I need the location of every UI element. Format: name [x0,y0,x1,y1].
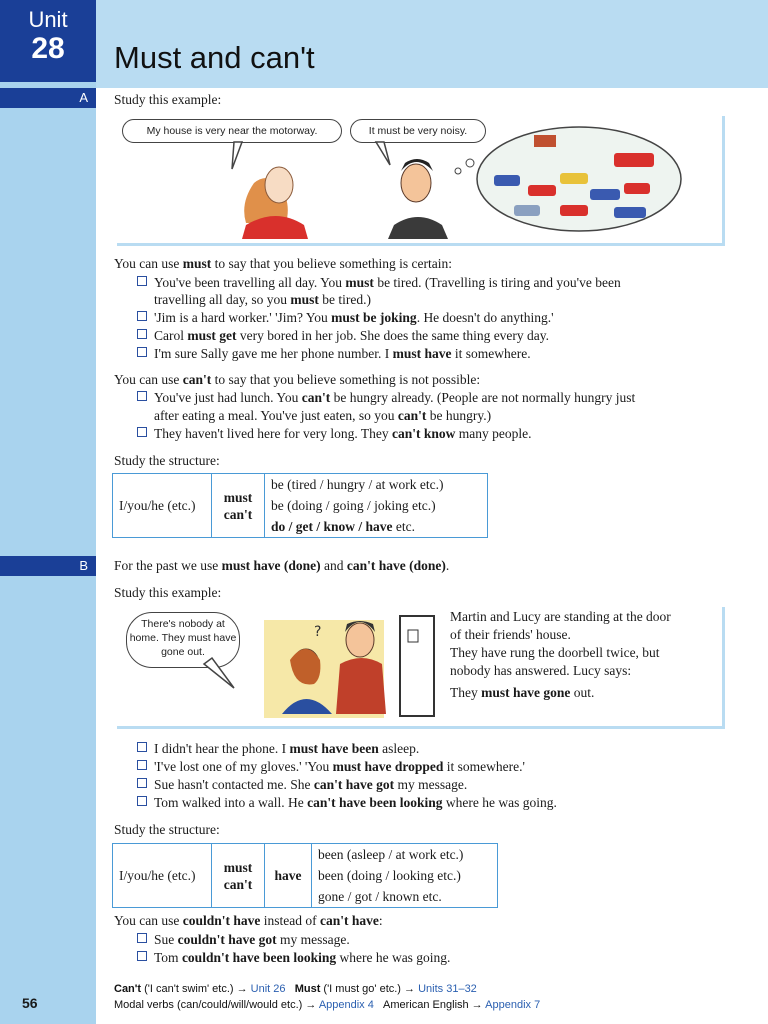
crossref-link-appendix-7[interactable]: Appendix 7 [485,999,541,1011]
text-run: it somewhere. [451,346,531,361]
text-run: instead of [260,913,321,928]
text-run: I didn't hear the phone. I [154,741,290,756]
text-run: be hungry.) [426,408,492,423]
couldnt-intro [114,912,383,930]
text-run: be hungry already. (People are not normally hungry just [330,390,636,405]
text-run: be tired. (Travelling is tiring and you've been [373,275,621,290]
structure-table-b [112,843,498,908]
keyword: can't [182,372,212,387]
speech-bubble-woman: My house is very near the motorway. [122,119,342,143]
text-run: my message. [394,777,468,792]
text-run: out. [570,685,595,700]
example-item [137,949,450,967]
text-run: travelling all day, so you [154,292,291,307]
table-row-3: gone / got / known etc. [312,886,498,908]
text-run: where he was going. [442,795,557,810]
table-subject: I/you/he (etc.) [113,474,212,538]
keyword: must [182,256,212,271]
keyword: must be joking [331,310,417,325]
footer-crossref-line-1 [114,983,477,995]
table-row-2: be (doing / going / joking etc.) [265,495,488,516]
section-b-intro [114,557,449,575]
example-item [137,345,531,363]
page-number: 56 [22,995,38,1011]
keyword: must have gone [481,685,571,700]
bullet-box [137,391,147,401]
table-row-2: been (doing / looking etc.) [312,865,498,886]
table-row-3 [265,516,488,538]
keyword: can't [301,390,331,405]
example-item [137,931,350,949]
example-item [137,794,557,812]
crossref-term: Can't [114,983,142,995]
text-run: . [445,558,450,573]
footer-crossref-line-2 [114,999,540,1011]
table-row-1: been (asleep / at work etc.) [312,844,498,866]
keyword: can't know [391,426,456,441]
page-title: Must and can't [114,40,315,75]
text-run: Tom [154,950,182,965]
text-run: etc. [392,519,416,534]
keyword: can't have (done) [346,558,446,573]
text-run: You've just had lunch. You [154,390,302,405]
must-intro [114,255,452,273]
crossref-link-appendix-4[interactable]: Appendix 4 [318,999,374,1011]
section-a-marker: A [0,88,96,108]
bullet-box [137,760,147,770]
section-a-study-example: Study this example: [114,92,222,107]
section-b-study-example: Study this example: [114,585,222,600]
unit-label: Unit [28,7,68,32]
keyword: can't have got [313,777,395,792]
crossref-text: ('I can't swim' etc.) → [141,983,251,995]
keyword: can't [397,408,427,423]
unit-badge [0,0,96,82]
table-modals [212,844,265,908]
keyword: must have dropped [332,759,444,774]
story-line: nobody has answered. Lucy says: [450,663,632,678]
unit-number: 28 [31,32,65,65]
bullet-box [137,796,147,806]
text-run: Sue hasn't contacted me. She [154,777,314,792]
crossref-text: American English → [383,999,486,1011]
example-item [137,309,554,327]
keyword: couldn't have [182,913,261,928]
text-run: it somewhere.' [443,759,525,774]
text-run: where he was going. [336,950,451,965]
bullet-box [137,427,147,437]
example-item [137,740,419,758]
keyword: must have (done) [221,558,321,573]
bullet-box [137,329,147,339]
text-run: They haven't lived here for very long. They [154,426,392,441]
text-run: to say that you believe something is certain: [211,256,452,271]
crossref-text: ('I must go' etc.) → [320,983,419,995]
speech-bubble-lucy: There's nobody at home. They must have gone out. [126,612,240,668]
text-run: : [378,913,383,928]
bullet-box [137,347,147,357]
keyword: must [345,275,374,290]
keyword: must have [392,346,452,361]
crossref-text: Modal verbs (can/could/will/would etc.) → [114,999,319,1011]
text-run: . He doesn't do anything.' [416,310,554,325]
keyword: can't have [320,913,379,928]
text-run: You can use [114,372,183,387]
table-have: have [265,844,312,908]
bullet-box [137,276,147,286]
modal-cant: can't [223,876,253,892]
text-run: Tom walked into a wall. He [154,795,308,810]
text-run: and [320,558,347,573]
example-item-continuation [154,291,371,309]
bullet-box [137,311,147,321]
example-item-continuation [154,407,491,425]
story-line: of their friends' house. [450,627,571,642]
text-run: 'Jim is a hard worker.' 'Jim? You [154,310,332,325]
text-run: You can use [114,913,183,928]
text-run: be tired.) [318,292,371,307]
story-line: They have rung the doorbell twice, but [450,645,660,660]
bullet-box [137,778,147,788]
bullet-box [137,933,147,943]
bullet-box [137,742,147,752]
text-run: very bored in her job. She does the same thing every day. [236,328,550,343]
table-row-1: be (tired / hungry / at work etc.) [265,474,488,496]
text-run: asleep. [378,741,420,756]
modal-must: must [223,489,253,505]
text-run: For the past we use [114,558,222,573]
text-run: my message. [276,932,350,947]
svg-text:?: ? [314,624,322,640]
illustration-b [114,604,722,726]
example-item [137,425,531,443]
door-scene-drawing [114,604,444,726]
text-run: to say that you believe something is not possible: [211,372,481,387]
table-subject: I/you/he (etc.) [113,844,212,908]
story-line: Martin and Lucy are standing at the door [450,609,671,624]
crossref-link-units-31-32[interactable]: Units 31–32 [418,983,477,995]
example-item [137,274,621,292]
text-run: You can use [114,256,183,271]
keyword: must [290,292,319,307]
modal-cant: can't [223,506,253,522]
keyword: couldn't have got [177,932,277,947]
speech-bubble-man: It must be very noisy. [350,119,486,143]
example-item [137,758,525,776]
crossref-term: Must [294,983,321,995]
text-run: You've been travelling all day. You [154,275,346,290]
section-b-study-structure: Study the structure: [114,822,220,837]
section-b-marker: B [0,556,96,576]
structure-table-a [112,473,488,538]
text-run: many people. [455,426,532,441]
example-item [137,776,467,794]
text-run: 'I've lost one of my gloves.' 'You [154,759,333,774]
keyword: couldn't have been looking [181,950,337,965]
example-item [137,389,635,407]
text-run: They [450,685,482,700]
modal-must: must [223,859,253,875]
text-run: I'm sure Sally gave me her phone number. I [154,346,393,361]
keyword: can't have been looking [307,795,443,810]
keyword: must have been [289,741,379,756]
cant-intro [114,371,480,389]
section-a-study-structure: Study the structure: [114,453,220,468]
text-run: Carol [154,328,188,343]
illustration-a [114,113,722,243]
text-run: after eating a meal. You've just eaten, so you [154,408,398,423]
left-sidebar [0,0,96,1024]
keyword: do / get / know / have [271,519,393,534]
text-run: Sue [154,932,178,947]
traffic-scene-drawing [114,113,722,243]
keyword: must get [187,328,237,343]
table-modals [212,474,265,538]
lucy-says [450,684,594,702]
bullet-box [137,951,147,961]
crossref-link-unit-26[interactable]: Unit 26 [250,983,286,995]
example-item [137,327,549,345]
